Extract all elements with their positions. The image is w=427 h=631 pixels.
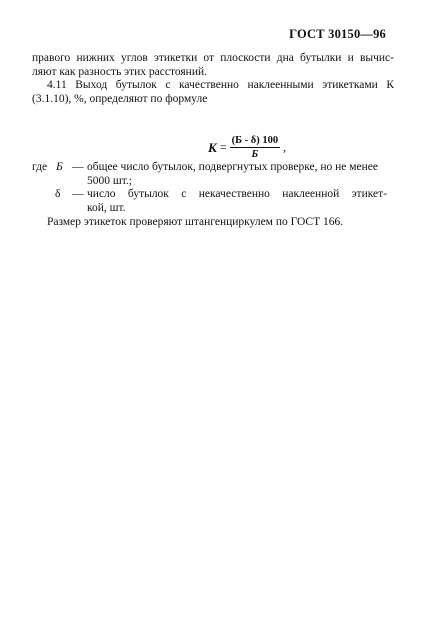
- legend-description: [87, 188, 394, 215]
- legend-dash: —: [72, 188, 84, 200]
- formula-comma: ,: [283, 140, 287, 154]
- legend-line: кой, шт.: [87, 201, 126, 214]
- paragraph-line: ляют как разность этих расстояний.: [32, 66, 208, 78]
- legend-line: общее число бутылок, подвергнутых проверке, но не менее: [87, 161, 379, 173]
- formula-fraction: [230, 135, 281, 160]
- paragraph-line: правого нижних углов этикетки от плоскости дна бутылки и вычис-: [32, 52, 394, 64]
- formula-numerator: (Б - δ) 100: [231, 135, 279, 146]
- yield-formula: [208, 135, 286, 160]
- legend-symbol: Б: [56, 161, 63, 173]
- legend-line: число бутылок с некачественно наклеенной этикет-: [87, 188, 387, 200]
- formula-denominator: Б: [251, 149, 259, 160]
- legend-symbol: δ: [55, 188, 61, 200]
- legend-line: 5000 шт.;: [87, 174, 132, 187]
- formula-lhs: К: [208, 139, 217, 155]
- page-header: ГОСТ 30150—96: [289, 27, 386, 41]
- paragraph-line: (3.1.10), %, определяют по формуле: [32, 93, 208, 105]
- paragraph-line: 4.11 Выход бутылок с качественно наклеенными этикетками К: [47, 79, 394, 91]
- legend-description: [87, 161, 394, 188]
- formula-equals: =: [219, 140, 227, 154]
- where-label: где: [32, 161, 48, 173]
- legend-dash: —: [72, 161, 84, 173]
- paragraph-label-size: Размер этикеток проверяют штангенциркулем по ГОСТ 166.: [47, 216, 344, 228]
